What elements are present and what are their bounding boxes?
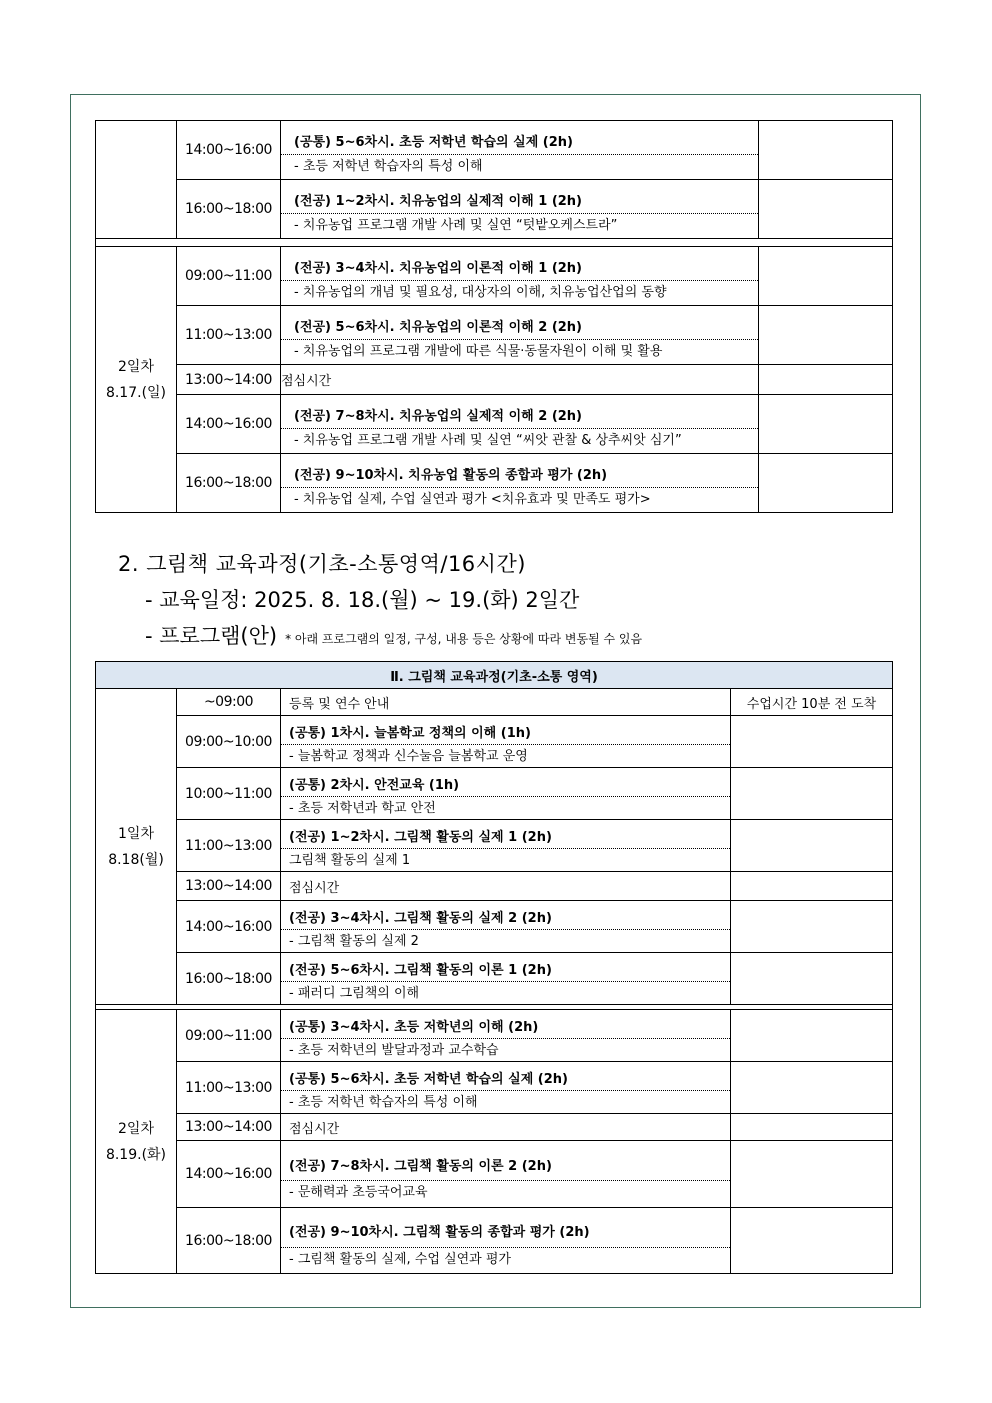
session-title: (공통) 2차시. 안전교육 (1h): [281, 771, 730, 797]
session-title: (전공) 9~10차시. 그림책 활동의 종합과 평가 (2h): [281, 1215, 730, 1248]
remark-cell: [731, 1141, 893, 1208]
session-detail: - 초등 저학년 학습자의 특성 이해: [289, 1095, 478, 1110]
content-cell: [281, 768, 731, 820]
remark-cell: [731, 716, 893, 768]
remark-cell: [731, 1010, 893, 1062]
registration-cell: 등록 및 연수 안내: [281, 689, 731, 716]
session-title: (공통) 1차시. 늘봄학교 정책의 이해 (1h): [281, 719, 730, 745]
content-cell: [281, 454, 759, 513]
remark-cell: [731, 1062, 893, 1114]
session-title: (전공) 7~8차시. 그림책 활동의 이론 2 (2h): [281, 1148, 730, 1181]
time-cell: 16:00~18:00: [177, 180, 281, 239]
time-cell: 11:00~13:00: [177, 1062, 281, 1114]
time-cell: 11:00~13:00: [177, 306, 281, 365]
session-detail: - 초등 저학년 학습자의 특성 이해: [294, 159, 483, 174]
remark-cell: [731, 1114, 893, 1141]
content-cell: [281, 247, 759, 306]
time-cell: 14:00~16:00: [177, 395, 281, 454]
session-title: (공통) 5~6차시. 초등 저학년 학습의 실제 (2h): [281, 1065, 730, 1091]
session-detail: - 치유농업의 프로그램 개발에 따른 식물·동물자원이 이해 및 활용: [294, 344, 663, 359]
time-cell: 14:00~16:00: [177, 121, 281, 180]
table-row: [96, 247, 893, 306]
session-title: (전공) 7~8차시. 치유농업의 실제적 이해 2 (2h): [281, 400, 758, 429]
session-detail: - 초등 저학년의 발달과정과 교수학습: [289, 1043, 499, 1058]
date-label: 8.19.(화): [105, 1146, 167, 1163]
time-cell: 13:00~14:00: [177, 872, 281, 901]
content-cell: [281, 901, 731, 953]
remark-cell: [731, 820, 893, 872]
table-row: [96, 121, 893, 180]
content-cell: [281, 180, 759, 239]
remark-cell: 수업시간 10분 전 도착: [731, 689, 893, 716]
table-row: [96, 395, 893, 454]
time-cell: 09:00~10:00: [177, 716, 281, 768]
session-detail: - 초등 저학년과 학교 안전: [289, 801, 436, 816]
time-cell: 13:00~14:00: [177, 365, 281, 395]
time-cell: 09:00~11:00: [177, 247, 281, 306]
session-title: (공통) 5~6차시. 초등 저학년 학습의 실제 (2h): [281, 126, 758, 155]
schedule-table-1: [95, 120, 893, 513]
day-cell-empty: [96, 121, 177, 239]
remark-cell: [759, 395, 893, 454]
table-header: [96, 662, 893, 689]
lunch-cell: 점심시간: [281, 365, 759, 395]
section-title: 2. 그림책 교육과정(기초-소통영역/16시간): [118, 552, 526, 576]
content-cell: [281, 820, 731, 872]
schedule-line: - 교육일정: 2025. 8. 18.(월) ~ 19.(화) 2일간: [145, 588, 580, 612]
day-cell: [96, 247, 177, 513]
session-detail: - 그림책 활동의 실제, 수업 실연과 평가: [289, 1251, 511, 1267]
table-row: [96, 689, 893, 716]
session-detail: - 문해력과 초등국어교육: [289, 1185, 428, 1200]
session-title: (전공) 9~10차시. 치유농업 활동의 종합과 평가 (2h): [281, 459, 758, 488]
table-row: [96, 1141, 893, 1208]
time-cell: 16:00~18:00: [177, 953, 281, 1005]
remark-cell: [731, 953, 893, 1005]
program-note: * 아래 프로그램의 일정, 구성, 내용 등은 상황에 따라 변동될 수 있음: [285, 632, 643, 646]
time-cell: 16:00~18:00: [177, 1208, 281, 1274]
session-title: (전공) 5~6차시. 그림책 활동의 이론 1 (2h): [281, 956, 730, 982]
content-cell: [281, 1010, 731, 1062]
remark-cell: [759, 180, 893, 239]
remark-cell: [731, 1208, 893, 1274]
content-cell: [281, 953, 731, 1005]
content-cell: [281, 395, 759, 454]
session-title: (전공) 5~6차시. 치유농업의 이론적 이해 2 (2h): [281, 311, 758, 340]
day-label: 1일차: [118, 825, 154, 842]
table-row: [96, 1062, 893, 1114]
content-cell: [281, 1062, 731, 1114]
table-header-cell: Ⅱ. 그림책 교육과정(기초-소통 영역): [96, 662, 893, 689]
content-cell: [281, 1208, 731, 1274]
time-cell: ~09:00: [177, 689, 281, 716]
session-title: (공통) 3~4차시. 초등 저학년의 이해 (2h): [281, 1013, 730, 1039]
time-cell: 11:00~13:00: [177, 820, 281, 872]
date-label: 8.17.(일): [105, 384, 167, 401]
program-label: - 프로그램(안): [145, 624, 278, 648]
table-row: [96, 872, 893, 901]
lunch-cell: 점심시간: [281, 872, 731, 901]
date-label: 8.18(월): [108, 851, 164, 868]
session-title: (전공) 1~2차시. 치유농업의 실제적 이해 1 (2h): [281, 185, 758, 214]
content-cell: [281, 716, 731, 768]
day-label: 2일차: [118, 358, 154, 375]
table-row: [96, 953, 893, 1005]
day-label: 2일차: [118, 1120, 154, 1137]
remark-cell: [731, 901, 893, 953]
content-cell: [281, 121, 759, 180]
session-title: (전공) 3~4차시. 그림책 활동의 실제 2 (2h): [281, 904, 730, 930]
session-detail: - 치유농업 실제, 수업 실연과 평가 <치유효과 및 만족도 평가>: [294, 492, 651, 507]
remark-cell: [759, 247, 893, 306]
session-detail: - 늘봄학교 정책과 신수눌음 늘봄학교 운영: [289, 749, 528, 764]
session-detail: - 패러디 그림책의 이해: [289, 986, 420, 1001]
table-row: [96, 716, 893, 768]
table-row: [96, 180, 893, 239]
time-cell: 13:00~14:00: [177, 1114, 281, 1141]
session-title: (전공) 1~2차시. 그림책 활동의 실제 1 (2h): [281, 823, 730, 849]
time-cell: 10:00~11:00: [177, 768, 281, 820]
lunch-cell: 점심시간: [281, 1114, 731, 1141]
table-row: [96, 1208, 893, 1274]
day-separator: [96, 239, 893, 247]
table-row: [96, 365, 893, 395]
table-row: [96, 1010, 893, 1062]
table-row: [96, 1114, 893, 1141]
time-cell: 14:00~16:00: [177, 1141, 281, 1208]
remark-cell: [759, 121, 893, 180]
remark-cell: [759, 306, 893, 365]
session-detail: - 치유농업 프로그램 개발 사례 및 실연 “씨앗 관찰 & 상추씨앗 심기”: [294, 433, 682, 448]
remark-cell: [759, 454, 893, 513]
content-cell: [281, 306, 759, 365]
table-row: [96, 820, 893, 872]
table-row: [96, 768, 893, 820]
table-row: [96, 306, 893, 365]
session-detail: - 치유농업의 개념 및 필요성, 대상자의 이해, 치유농업산업의 동향: [294, 285, 667, 300]
day-cell: [96, 1010, 177, 1274]
remark-cell: [759, 365, 893, 395]
program-line: [145, 620, 642, 650]
schedule-table-2: [95, 661, 893, 1274]
table-row: [96, 901, 893, 953]
remark-cell: [731, 872, 893, 901]
session-detail: - 치유농업 프로그램 개발 사례 및 실연 “텃밭오케스트라”: [294, 218, 618, 233]
table-row: [96, 454, 893, 513]
session-title: (전공) 3~4차시. 치유농업의 이론적 이해 1 (2h): [281, 252, 758, 281]
time-cell: 09:00~11:00: [177, 1010, 281, 1062]
time-cell: 14:00~16:00: [177, 901, 281, 953]
content-cell: [281, 1141, 731, 1208]
session-detail: 그림책 활동의 실제 1: [289, 853, 411, 868]
day-cell: [96, 689, 177, 1005]
time-cell: 16:00~18:00: [177, 454, 281, 513]
remark-cell: [731, 768, 893, 820]
session-detail: - 그림책 활동의 실제 2: [289, 934, 419, 949]
